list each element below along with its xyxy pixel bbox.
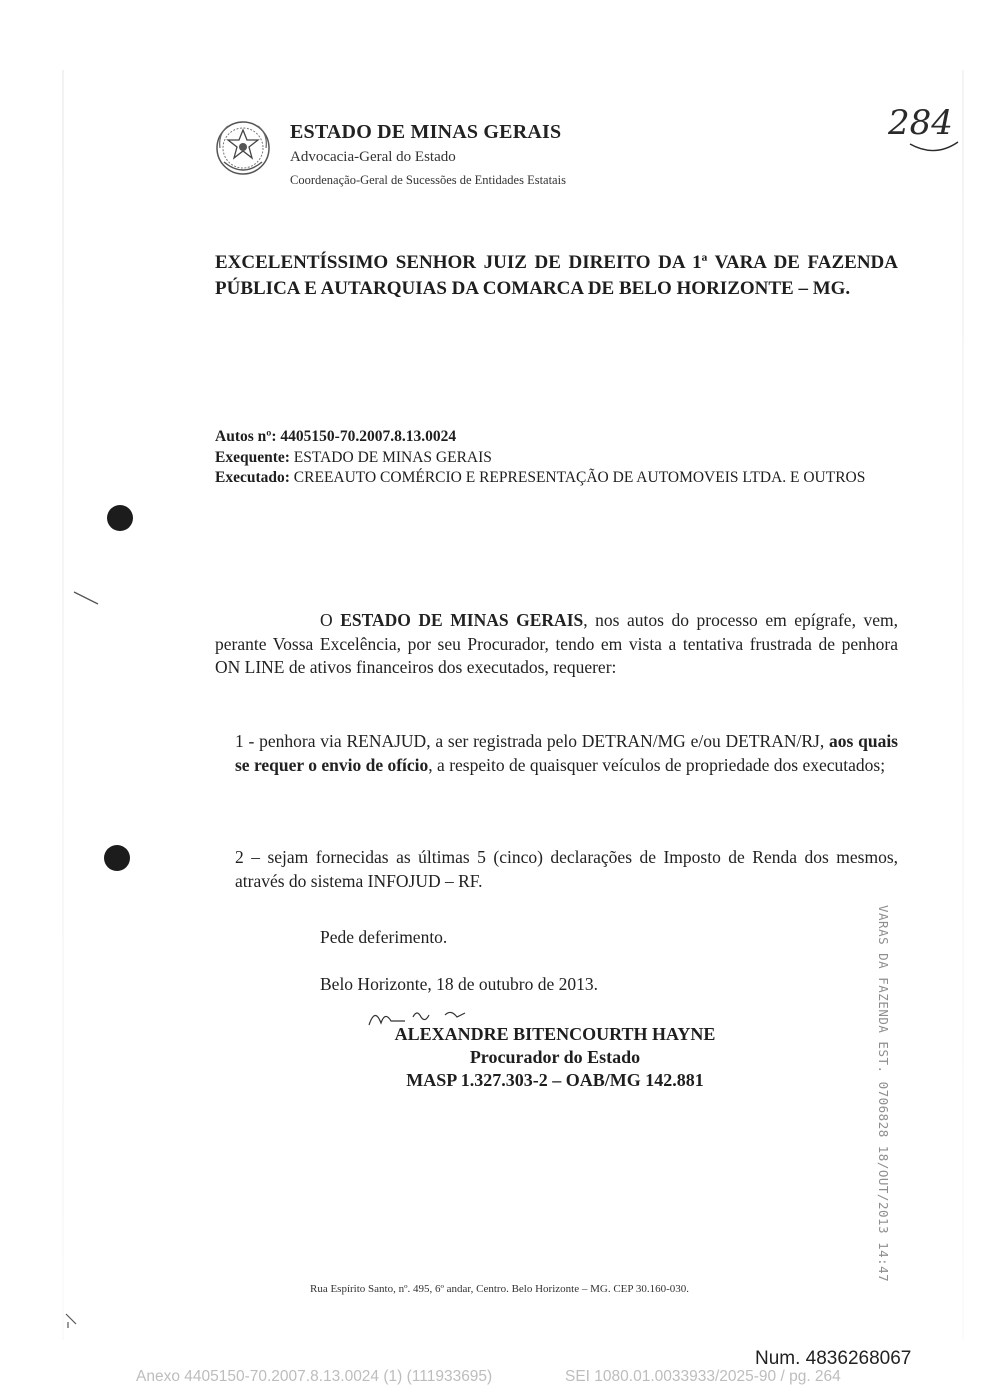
annex-reference: Anexo 4405150-70.2007.8.13.0024 (1) (111933695): [136, 1368, 493, 1385]
scan-edge-left: [62, 70, 64, 1340]
case-autos-line: [215, 427, 898, 448]
document-number: Num. 4836268067: [755, 1348, 912, 1369]
intro-prefix: O: [320, 610, 341, 630]
signature-block: [340, 1023, 770, 1092]
punch-hole: [107, 505, 133, 531]
margin-mark: [72, 590, 102, 606]
case-info: [215, 427, 898, 489]
exequente-value: ESTADO DE MINAS GERAIS: [293, 448, 492, 466]
addressee-heading: EXCELENTÍSSIMO SENHOR JUIZ DE DIREITO DA 1ª VARA DE FAZENDA PÚBLICA E AUTARQUIAS DA COMARCA DE BELO HORIZONTE – MG.: [215, 252, 898, 299]
case-exequente-line: [215, 448, 898, 469]
svg-text:284: 284: [888, 103, 953, 143]
footer-address: Rua Espírito Santo, nº. 495, 6º andar, Centro. Belo Horizonte – MG. CEP 30.160-030.: [309, 1283, 690, 1295]
handwritten-folio-number: [880, 92, 970, 162]
item1-rest: , a respeito de quaisquer veículos de propriedade dos executados;: [428, 754, 886, 775]
place-and-date: Belo Horizonte, 18 de outubro de 2013.: [320, 974, 599, 994]
body-intro-paragraph: [215, 609, 898, 680]
signer-name: ALEXANDRE BITENCOURTH HAYNE: [394, 1024, 716, 1044]
closing-request: Pede deferimento.: [320, 927, 448, 947]
item1-prefix: 1 - penhora via RENAJUD, a ser registrada pelo DETRAN/MG e/ou DETRAN/RJ,: [235, 731, 829, 751]
signer-registration: MASP 1.327.303-2 – OAB/MG 142.881: [406, 1070, 704, 1090]
header-subtitle: Advocacia-Geral do Estado: [290, 149, 456, 165]
intro-rest: , nos autos do processo em epígrafe, vem, perante Vossa Excelência, por seu Procurador, tendo em vista a tentativa frustrada de penhora ON LINE de ativos financeiros dos executados, requerer:: [215, 610, 899, 677]
exequente-label: Exequente:: [215, 448, 290, 466]
punch-hole: [104, 845, 130, 871]
header-title: ESTADO DE MINAS GERAIS: [290, 121, 562, 143]
signer-role: Procurador do Estado: [469, 1047, 641, 1067]
intro-bold: ESTADO DE MINAS GERAIS: [340, 610, 584, 630]
case-executado-line: [215, 468, 898, 489]
coat-of-arms-seal: [214, 118, 272, 180]
item1-bold: aos quais se requer o envio de ofício: [235, 731, 898, 775]
scan-edge-right: [962, 70, 964, 1340]
autos-value: 4405150-70.2007.8.13.0024: [280, 428, 457, 445]
header-department: Coordenação-Geral de Sucessões de Entidades Estatais: [290, 173, 566, 187]
request-item-2: 2 – sejam fornecidas as últimas 5 (cinco) declarações de Imposto de Renda dos mesmos, através do sistema INFOJUD – RF.: [235, 847, 898, 891]
margin-mark: [62, 1312, 92, 1328]
executado-value: CREEAUTO COMÉRCIO E REPRESENTAÇÃO DE AUTOMOVEIS LTDA. E OUTROS: [293, 469, 866, 486]
autos-label: Autos nº:: [215, 428, 277, 445]
protocol-stamp: VARAS DA FAZENDA EST. 0706828 18/OUT/2013 14:47: [876, 905, 891, 1283]
sei-reference: SEI 1080.01.0033933/2025-90 / pg. 264: [565, 1368, 841, 1385]
executado-label: Executado:: [215, 469, 290, 486]
request-item-1: [235, 730, 898, 777]
